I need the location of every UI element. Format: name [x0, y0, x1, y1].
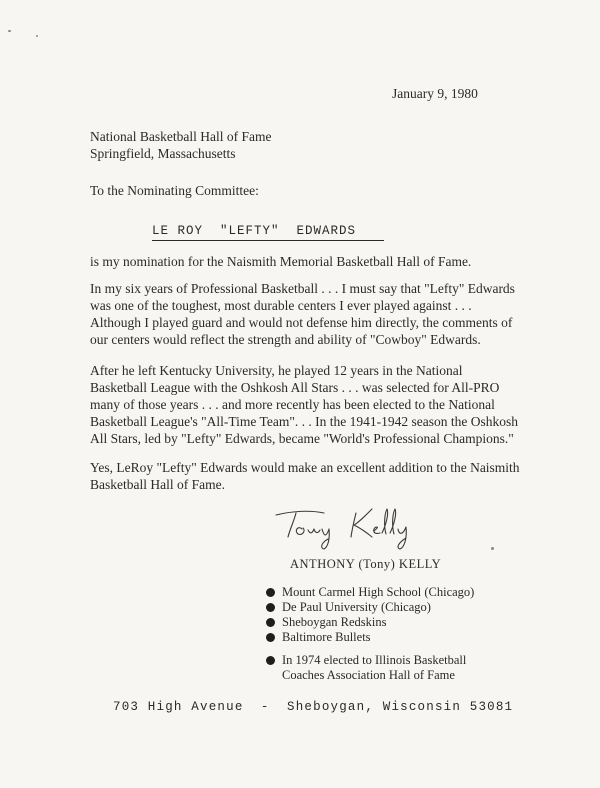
bullet-icon [266, 618, 275, 627]
letter-date: January 9, 1980 [392, 86, 478, 101]
paragraph-3: After he left Kentucky University, he played 12 years in the National Basketball League with the Oshkosh All Stars . . . was selected for All-PRO many of those years . . . and more recently has been elected to the National Basketball League's "All-Time Team". . . In the 1941-1942 season the Oshkosh All Stars, led by "Lefty" Edwards, became "World's Professional Champions." [90, 363, 518, 446]
signer-name: ANTHONY (Tony) KELLY [290, 557, 442, 571]
credential-text: De Paul University (Chicago) [282, 600, 431, 614]
bullet-icon [266, 633, 275, 642]
credential-item [262, 600, 502, 615]
credential-item [262, 615, 502, 630]
credential-text: Baltimore Bullets [282, 630, 371, 644]
credential-item [262, 630, 502, 645]
recipient-line-2: Springfield, Massachusetts [90, 146, 236, 161]
credential-text: Sheboygan Redskins [282, 615, 387, 629]
recipient-address [90, 128, 271, 162]
bullet-icon [266, 588, 275, 597]
recipient-line-1: National Basketball Hall of Fame [90, 129, 272, 144]
nominee-name: LE ROY "LEFTY" EDWARDS [152, 224, 384, 241]
paragraph-4: Yes, LeRoy "Lefty" Edwards would make an excellent addition to the Naismith Basketball Hall of Fame. [90, 460, 520, 492]
paper-speck [491, 547, 494, 550]
salutation: To the Nominating Committee: [90, 183, 259, 198]
credential-text: In 1974 elected to Illinois Basketball Coaches Association Hall of Fame [282, 653, 467, 682]
paper-speck [8, 30, 11, 32]
credential-text: Mount Carmel High School (Chicago) [282, 585, 475, 599]
credential-item [262, 653, 502, 683]
footer-address: 703 High Avenue - Sheboygan, Wisconsin 53081 [113, 700, 514, 714]
credential-item [262, 585, 502, 600]
paragraph-1: is my nomination for the Naismith Memorial Basketball Hall of Fame. [90, 254, 472, 269]
bullet-icon [266, 656, 275, 665]
handwritten-signature [272, 503, 422, 553]
paragraph-2: In my six years of Professional Basketball . . . I must say that "Lefty" Edwards was one of the toughest, most durable centers I ever played against . . . Although I played guard and would not defense him directly, the comments of our centers would reflect the strength and ability of "Cowboy" Edwards. [90, 281, 515, 347]
paper-speck [36, 35, 38, 37]
bullet-icon [266, 603, 275, 612]
credentials-list [262, 585, 502, 683]
